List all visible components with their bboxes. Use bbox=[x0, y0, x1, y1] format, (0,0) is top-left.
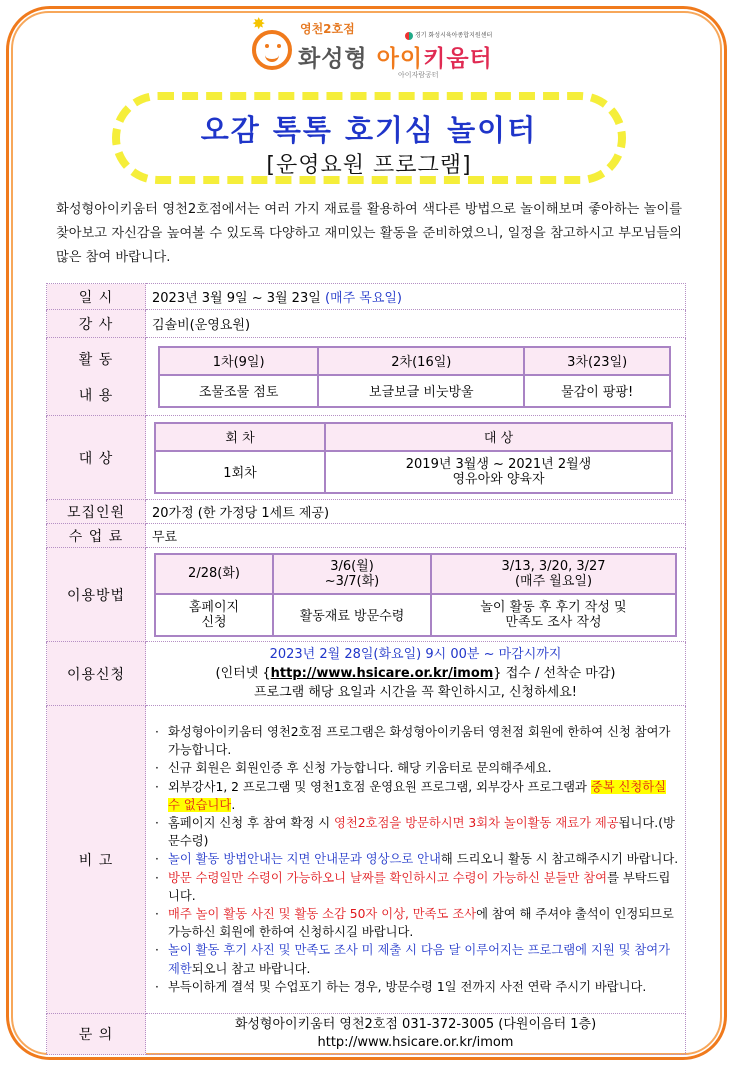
activity-content: 물감이 팡팡! bbox=[524, 375, 670, 407]
row-contact bbox=[47, 1014, 686, 1055]
usage-date-line1: 3/6(월) bbox=[330, 558, 374, 574]
contact-cell bbox=[146, 1014, 686, 1055]
target-content-row bbox=[155, 451, 672, 493]
activity-round: 1차(9일) bbox=[159, 347, 318, 375]
target-col-target: 대 상 bbox=[325, 423, 672, 451]
note-item: · 부득이하게 결석 및 수업포기 하는 경우, 방문수령 1일 전까지 사전 연락 주시기 바랍니다. bbox=[152, 978, 679, 996]
usage-label: 이용방법 bbox=[47, 548, 146, 642]
page-title: 오감 톡톡 호기심 놀이터 bbox=[200, 113, 538, 147]
activity-round: 2차(16일) bbox=[318, 347, 524, 375]
row-target bbox=[47, 416, 686, 500]
usage-desc-line2: 신청 bbox=[201, 614, 227, 630]
logo-tagline: 아이자람공터 bbox=[398, 71, 439, 79]
usage-date-line1: 3/13, 3/20, 3/27 bbox=[501, 558, 606, 574]
usage-date-line1: 2/28(화) bbox=[188, 566, 240, 581]
note-highlight: 중복 신청하실 수 없습니다 bbox=[168, 779, 667, 812]
activities-label bbox=[47, 338, 146, 416]
activities-table bbox=[158, 346, 671, 408]
note-text: 되오니 참고 바랍니다. bbox=[191, 961, 311, 976]
recruit-value: 20가정 (한 가정당 1세트 제공) bbox=[146, 500, 686, 524]
usage-date bbox=[431, 554, 676, 594]
target-table bbox=[154, 422, 673, 494]
activity-content: 보글보글 비눗방울 bbox=[318, 375, 524, 407]
logo-branch: 영천2호점 bbox=[300, 22, 355, 36]
usage-desc-line1: 놀이 활동 후 후기 작성 및 bbox=[480, 599, 627, 615]
target-round: 1회차 bbox=[155, 451, 325, 493]
note-text: 를 부탁드립니다. bbox=[168, 870, 671, 903]
note-text: 외부강사1, 2 프로그램 및 영천1호점 운영요원 프로그램, 외부강사 프로그램과 bbox=[168, 779, 591, 794]
activities-content-row bbox=[159, 375, 670, 407]
apply-reminder: 프로그램 해당 요일과 시간을 꼭 확인하시고, 신청하세요! bbox=[254, 685, 577, 700]
activities-header-row bbox=[159, 347, 670, 375]
star-icon: ✸ bbox=[252, 14, 266, 33]
instructor-value: 김솔비(운영요원) bbox=[146, 310, 686, 338]
row-schedule bbox=[47, 284, 686, 310]
usage-table bbox=[154, 553, 677, 637]
note-item: · 신규 회원은 회원인증 후 신청 가능합니다. 해당 키움터로 문의해주세요. bbox=[152, 759, 679, 777]
usage-date-row bbox=[155, 554, 676, 594]
usage-desc: 활동재료 방문수령 bbox=[273, 594, 431, 636]
activity-content: 조물조물 점토 bbox=[159, 375, 318, 407]
logo-name-part2: 아이 bbox=[376, 46, 424, 72]
contact-label: 문 의 bbox=[47, 1014, 146, 1055]
notes-label: 비 고 bbox=[47, 706, 146, 1014]
usage-desc bbox=[431, 594, 676, 636]
activities-cell bbox=[146, 338, 686, 416]
contact-url-link[interactable]: http://www.hsicare.or.kr/imom bbox=[317, 1035, 514, 1050]
note-item bbox=[152, 778, 679, 814]
note-text: 에 참여 해 주셔야 출석이 인정되므로 가능하신 회원에 한하여 신청하시길 바랍니다. bbox=[168, 907, 674, 940]
activity-round: 3차(23일) bbox=[524, 347, 670, 375]
note-text: 홈페이지 신청 후 참여 확정 시 bbox=[168, 815, 334, 830]
usage-desc-row bbox=[155, 594, 676, 636]
row-instructor bbox=[47, 310, 686, 338]
note-item bbox=[152, 814, 679, 850]
target-value bbox=[325, 451, 672, 493]
fee-value: 무료 bbox=[146, 524, 686, 548]
row-activities bbox=[47, 338, 686, 416]
note-emphasis: 놀이 활동 방법안내는 지면 안내문과 영상으로 안내 bbox=[168, 852, 441, 867]
apply-url-link[interactable]: http://www.hsicare.or.kr/imom bbox=[270, 666, 494, 681]
row-usage bbox=[47, 548, 686, 642]
note-item bbox=[152, 869, 679, 905]
note-item bbox=[152, 850, 679, 868]
usage-desc bbox=[155, 594, 273, 636]
smiley-icon bbox=[252, 30, 292, 70]
usage-date-line2: (매주 월요일) bbox=[514, 573, 593, 589]
activities-label-line2: 내 용 bbox=[78, 387, 114, 404]
target-col-round: 회 차 bbox=[155, 423, 325, 451]
title-box bbox=[112, 92, 626, 184]
schedule-date: 2023년 3월 9일 ~ 3월 23일 bbox=[152, 291, 321, 306]
usage-desc-line1: 홈페이지 bbox=[188, 599, 240, 615]
row-recruit bbox=[47, 500, 686, 524]
notes-cell bbox=[146, 706, 686, 1014]
activities-label-line1: 활 동 bbox=[78, 351, 114, 368]
usage-date bbox=[273, 554, 431, 594]
target-value-line1: 2019년 3월생 ~ 2021년 2월생 bbox=[405, 456, 592, 472]
info-table bbox=[46, 283, 686, 1055]
apply-method-post: } 접수 / 선착순 마감) bbox=[493, 666, 616, 681]
notes-list bbox=[148, 722, 683, 997]
contact-info: 화성형아이키움터 영천2호점 031-372-3005 (다원이음터 1층) bbox=[234, 1017, 597, 1032]
target-label: 대 상 bbox=[47, 416, 146, 500]
row-fee bbox=[47, 524, 686, 548]
target-header-row bbox=[155, 423, 672, 451]
fee-label: 수 업 료 bbox=[47, 524, 146, 548]
row-apply bbox=[47, 642, 686, 706]
target-value-line2: 영유아와 양육자 bbox=[452, 471, 545, 487]
note-text: . bbox=[231, 797, 236, 812]
partner-name: 경기 화성시육아종합지원센터 bbox=[415, 32, 493, 39]
partner-logo bbox=[405, 30, 492, 40]
logo bbox=[250, 16, 500, 80]
note-item bbox=[152, 941, 679, 977]
note-emphasis: 매주 놀이 활동 사진 및 활동 소감 50자 이상, 만족도 조사 bbox=[168, 907, 477, 921]
page-subtitle: [운영요원 프로그램] bbox=[266, 153, 472, 178]
logo-name-part1: 화성형 bbox=[298, 46, 377, 72]
usage-desc-line2: 만족도 조사 작성 bbox=[505, 614, 602, 630]
instructor-label: 강 사 bbox=[47, 310, 146, 338]
apply-deadline: 2023년 2월 28일(화요일) 9시 00분 ~ 마감시까지 bbox=[269, 647, 562, 662]
note-emphasis: 영천2호점을 방문하시면 3회차 놀이활동 재료가 제공 bbox=[334, 815, 619, 830]
usage-date-line2: ~3/7(화) bbox=[324, 573, 380, 589]
note-item bbox=[152, 905, 679, 941]
note-text: 됩니다.(방문수령) bbox=[168, 815, 675, 849]
apply-cell bbox=[146, 642, 686, 706]
usage-cell bbox=[146, 548, 686, 642]
schedule-value bbox=[146, 284, 686, 310]
schedule-label: 일 시 bbox=[47, 284, 146, 310]
note-text: 해 드리오니 활동 시 참고해주시기 바랍니다. bbox=[440, 852, 679, 867]
partner-logo-icon bbox=[405, 32, 413, 40]
recruit-label: 모집인원 bbox=[47, 500, 146, 524]
apply-method bbox=[216, 666, 616, 681]
logo-name-part3: 키움터 bbox=[423, 46, 493, 72]
note-emphasis: 방문 수령일만 수령이 가능하오니 날짜를 확인하시고 수령이 가능하신 분들만 참여 bbox=[168, 870, 608, 885]
intro-text: 화성형아이키움터 영천2호점에서는 여러 가지 재료를 활용하여 색다른 방법으로 놀이해보며 좋아하는 놀이를 찾아보고 자신감을 높여볼 수 있도록 다양하고 재미있는 활동을 준비하였으니, 일정을 참고하시고 부모님들의 많은 참여 바랍니다. bbox=[56, 202, 682, 265]
usage-date bbox=[155, 554, 273, 594]
note-emphasis: 놀이 활동 후기 사진 및 만족도 조사 미 제출 시 다음 달 이루어지는 프로그램에 지원 및 참여가 제한 bbox=[168, 943, 671, 976]
apply-method-pre: (인터넷 { bbox=[215, 666, 271, 681]
note-item: · 화성형아이키움터 영천2호점 프로그램은 화성형아이키움터 영천점 회원에 한하여 신청 참여가 가능합니다. bbox=[152, 723, 679, 759]
apply-label: 이용신청 bbox=[47, 642, 146, 706]
target-cell bbox=[146, 416, 686, 500]
logo-name bbox=[298, 40, 493, 73]
schedule-note: (매주 목요일) bbox=[324, 291, 403, 306]
row-notes bbox=[47, 706, 686, 1014]
